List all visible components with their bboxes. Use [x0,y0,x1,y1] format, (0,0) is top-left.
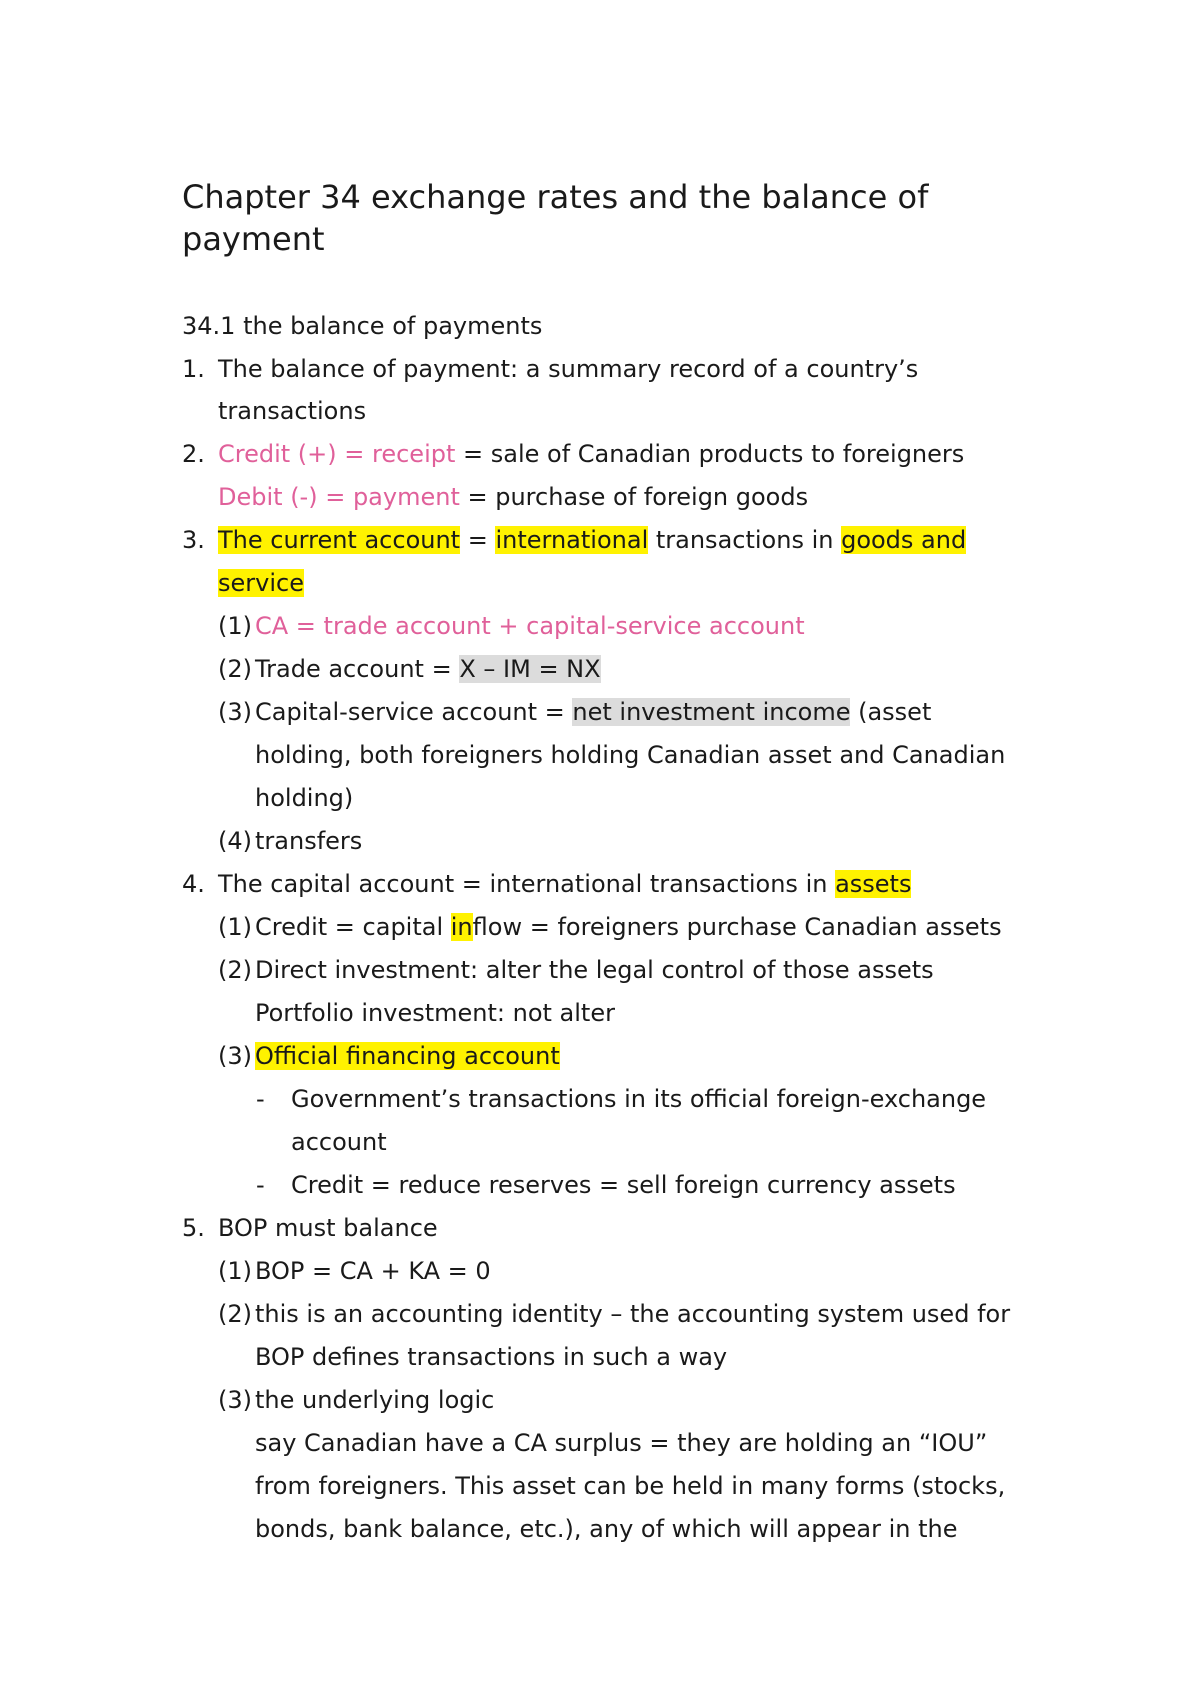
item-3-mid: transactions in [648,526,842,554]
item-5-sub-2-text: this is an accounting identity – the accounting system used for [255,1300,1011,1328]
list-marker-3: 3. [182,526,205,554]
item-1-cont: transactions [218,397,367,425]
item-5-sub-2-marker: (2) [218,1300,252,1328]
title-line-2: payment [182,220,325,258]
item-3-sub-4-marker: (4) [218,827,252,855]
highlight-service: service [218,569,304,597]
list-marker-1: 1. [182,355,205,383]
trade-account-label: Trade account = [255,655,460,683]
list-marker-4: 4. [182,870,205,898]
item-3-sub-3-marker: (3) [218,698,252,726]
item-5-sub-3-text: the underlying logic [255,1386,495,1414]
bullet-marker-2: - [256,1171,265,1199]
item-3-sub-3-text [255,696,931,728]
item-4-sub-2-marker: (2) [218,956,252,984]
item-5-sub-3-para-1: say Canadian have a CA surplus = they are holding an “IOU” [255,1429,988,1457]
highlight-current-account: The current account [218,526,461,554]
highlight-goods-and: goods and [841,526,967,554]
credit-label: Credit (+) = receipt [218,440,456,468]
debit-label: Debit (-) = payment [218,483,460,511]
item-4-sub-2-text: Direct investment: alter the legal control of those assets [255,956,934,984]
item-4-sub-2-cont: Portfolio investment: not alter [255,999,615,1027]
item-5-sub-3-marker: (3) [218,1386,252,1414]
item-5-text: BOP must balance [218,1214,438,1242]
item-5-sub-1-marker: (1) [218,1257,252,1285]
item-2-debit-line [218,481,808,513]
capital-inflow-post: flow = foreigners purchase Canadian assets [472,913,1002,941]
item-5-sub-3-para-2: from foreigners. This asset can be held in many forms (stocks, [255,1472,1006,1500]
item-5-sub-3-para-3: bonds, bank balance, etc.), any of which will appear in the [255,1515,958,1543]
bullet-1-text: Government’s transactions in its official foreign-exchange [291,1085,987,1113]
highlight-international: international [495,526,649,554]
bullet-1-cont: account [291,1128,387,1156]
capital-service-label: Capital-service account = [255,698,573,726]
item-4-sub-1-marker: (1) [218,913,252,941]
item-3-sub-3-cont-1: holding, both foreigners holding Canadian asset and Canadian [255,741,1006,769]
item-3-sub-1-marker: (1) [218,612,252,640]
section-heading: 34.1 the balance of payments [182,312,543,340]
item-1-text: The balance of payment: a summary record of a country’s [218,355,919,383]
capital-inflow-pre: Credit = capital [255,913,451,941]
item-5-sub-2-cont: BOP defines transactions in such a way [255,1343,728,1371]
debit-rest: = purchase of foreign goods [459,483,809,511]
item-4-text [218,868,911,900]
credit-rest: = sale of Canadian products to foreigners [455,440,965,468]
highlight-official-financing: Official financing account [255,1042,560,1070]
bullet-marker-1: - [256,1085,265,1113]
item-4-sub-3-text [255,1040,560,1072]
highlight-net-investment-income: net investment income [572,698,851,726]
highlight-in: in [450,913,473,941]
item-4-sub-1-text [255,911,1002,943]
highlight-nx: X – IM = NX [459,655,601,683]
list-marker-2: 2. [182,440,205,468]
capital-account-text: The capital account = international transactions in [218,870,836,898]
item-3-cont [218,567,304,599]
item-5-sub-1-text: BOP = CA + KA = 0 [255,1257,491,1285]
item-2-credit-line [218,438,964,470]
item-3-eq: = [460,526,496,554]
title-line-1: Chapter 34 exchange rates and the balance of [182,178,929,216]
bullet-2-text: Credit = reduce reserves = sell foreign currency assets [291,1171,956,1199]
item-3-text [218,524,966,556]
item-3-sub-4-text: transfers [255,827,363,855]
item-3-sub-3-cont-2: holding) [255,784,354,812]
item-3-sub-1-text: CA = trade account + capital-service account [255,612,805,640]
highlight-assets: assets [835,870,912,898]
list-marker-5: 5. [182,1214,205,1242]
item-4-sub-3-marker: (3) [218,1042,252,1070]
capital-service-post: (asset [850,698,932,726]
item-3-sub-2-marker: (2) [218,655,252,683]
item-3-sub-2-text [255,653,601,685]
